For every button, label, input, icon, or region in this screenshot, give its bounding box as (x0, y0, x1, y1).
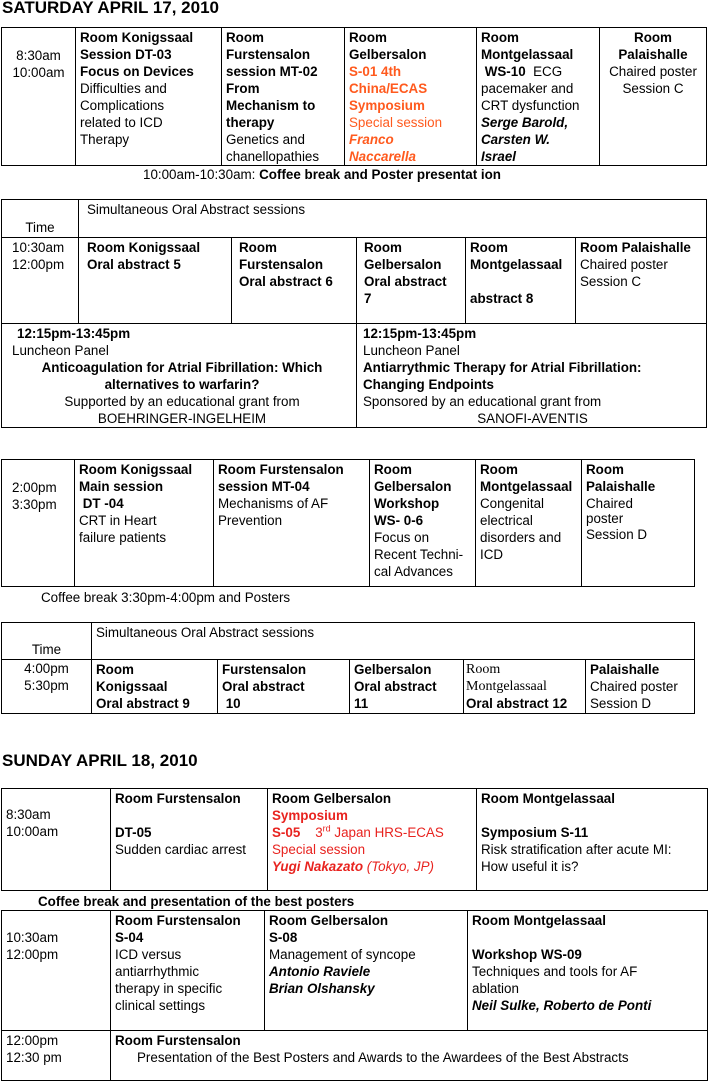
furstensalon-oral: Furstensalon Oral abstract 10 (218, 660, 350, 714)
saturday-session-table-1 (1, 27, 707, 166)
montgelassaal-session: Room Montgelassaal Workshop WS-09 Techniques and tools for AF ablation Neil Sulke, Roberto de Ponti (468, 911, 708, 1031)
furstensalon-session: Room Furstensalon session MT-04 Mechanisms of AF Prevention (214, 460, 370, 587)
coffee-break-note-2: Coffee break 3:30pm-4:00pm and Posters (41, 590, 291, 605)
saturday-heading: SATURDAY APRIL 17, 2010 (2, 0, 219, 17)
palaishalle-oral: Room Palaishalle Chaired poster Session C (576, 238, 707, 324)
time-cell: 12:00pm 12:30 pm (2, 1031, 111, 1081)
konigssaal-session: Room Konigssaal Session DT-03 Focus on Devices Difficulties and Complications related to ICD Therapy (76, 28, 222, 166)
luncheon-panel-anticoagulation: 12:15pm-13:45pm Luncheon Panel Anticoagulation for Atrial Fibrillation: Which alternatives to warfarin? Supported by an educational grant from BOEHRINGER-INGELHEIM (2, 324, 357, 428)
saturday-oral-abstract-table-2 (1, 622, 695, 714)
time-cell: 2:00pm 3:30pm (2, 460, 75, 587)
konigssaal-oral: Room Konigssaal Oral abstract 5 (79, 238, 232, 324)
time-cell: 8:30am 10:00am (2, 789, 111, 891)
time-header: Time (2, 623, 92, 660)
sunday-session-table-2 (1, 910, 708, 1081)
time-cell: 10:30am 12:00pm (2, 238, 79, 324)
gelbersalon-session: Room Gelbersalon Symposium S-05 3rd Japan HRS-ECAS Special session Yugi Nakazato (Tokyo, JP) (268, 789, 477, 891)
furstensalon-session: Room Furstensalon S-04 ICD versus antiarrhythmic therapy in specific clinical settings (111, 911, 265, 1031)
simultaneous-sessions-header: Simultaneous Oral Abstract sessions (79, 200, 707, 238)
coffee-break-best-posters: Coffee break and presentation of the best posters (38, 894, 355, 909)
sunday-heading: SUNDAY APRIL 18, 2010 (2, 751, 198, 770)
montgelassaal-oral: Room Montgelassaal abstract 8 (466, 238, 576, 324)
saturday-session-table-2 (1, 459, 695, 587)
furstensalon-session: Room Furstensalon DT-05 Sudden cardiac arrest (111, 789, 268, 891)
konigssaal-oral: Room Konigssaal Oral abstract 9 (92, 660, 218, 714)
gelbersalon-oral: Gelbersalon Oral abstract 11 (350, 660, 464, 714)
montgelassaal-oral: Room Montgelassaal Oral abstract 12 (464, 660, 586, 714)
saturday-oral-abstract-table-1 (1, 199, 707, 428)
coffee-break-note-1: 10:00am-10:30am: Coffee break and Poster presentat ion (143, 167, 501, 182)
time-header: Time (2, 200, 79, 238)
furstensalon-oral: Room Furstensalon Oral abstract 6 (232, 238, 357, 324)
simultaneous-sessions-header: Simultaneous Oral Abstract sessions (92, 623, 695, 660)
best-posters-awards: Room Furstensalon Presentation of the Best Posters and Awards to the Awardees of the Best Abstracts (111, 1031, 708, 1081)
furstensalon-session: Room Furstensalon session MT-02 From Mechanism to therapy Genetics and chanellopathies (222, 28, 345, 166)
sunday-session-table-1 (1, 788, 708, 891)
gelbersalon-session: Room Gelbersalon S-08 Management of syncope Antonio Raviele Brian Olshansky (265, 911, 468, 1031)
time-cell: 4:00pm 5:30pm (2, 660, 92, 714)
montgelassaal-session: Room Montgelassaal WS-10 ECG pacemaker and CRT dysfunction Serge Barold, Carsten W. Israel (477, 28, 600, 166)
montgelassaal-session: Room Montgelassaal Congenital electrical disorders and ICD (476, 460, 582, 587)
gelbersalon-session: Room Gelbersalon Workshop WS- 0-6 Focus on Recent Techni- cal Advances (370, 460, 476, 587)
palaishalle-session: Room Palaishalle Chaired poster Session D (582, 460, 695, 587)
time-cell: 10:30am 12:00pm (2, 911, 111, 1031)
luncheon-panel-antiarrythmic: 12:15pm-13:45pm Luncheon Panel Antiarrythmic Therapy for Atrial Fibrillation: Changing Endpoints Sponsored by an educational grant from SANOFI-AVENTIS (357, 324, 707, 428)
gelbersalon-oral: Room Gelbersalon Oral abstract 7 (357, 238, 466, 324)
gelbersalon-session: Room Gelbersalon S-01 4th China/ECAS Symposium Special session Franco Naccarella (345, 28, 477, 166)
montgelassaal-session: Room Montgelassaal Symposium S-11 Risk stratification after acute MI: How useful it is? (477, 789, 708, 891)
palaishalle-oral: Palaishalle Chaired poster Session D (586, 660, 695, 714)
time-cell: 8:30am 10:00am (2, 28, 76, 166)
palaishalle-session: Room Palaishalle Chaired poster Session C (600, 28, 707, 166)
konigssaal-session: Room Konigssaal Main session DT -04 CRT in Heart failure patients (75, 460, 214, 587)
